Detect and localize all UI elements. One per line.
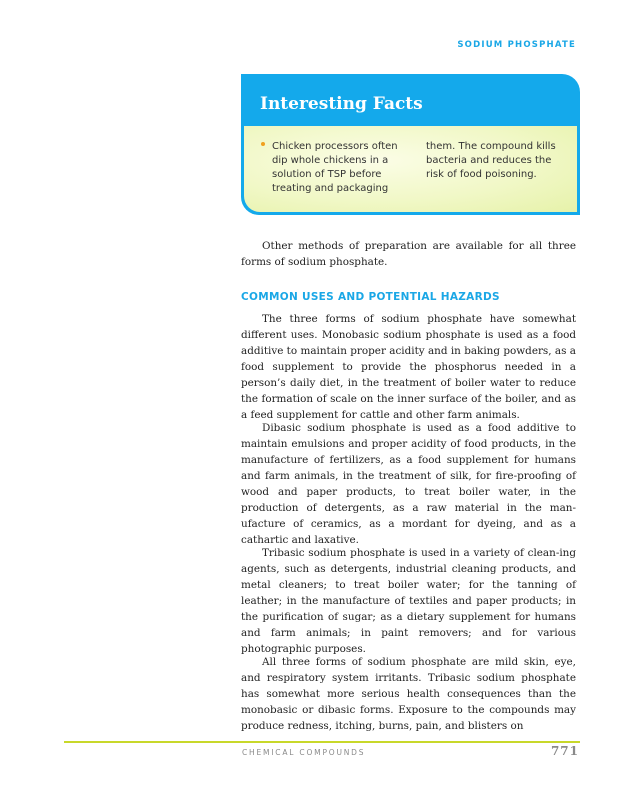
facts-text-right: them. The compound kills bacteria and reduces the risk of food poisoning.: [426, 141, 556, 180]
footer-rule: [64, 741, 580, 743]
running-head: SODIUM PHOSPHATE: [457, 40, 576, 50]
facts-body: [244, 126, 577, 212]
paragraph-dibasic: Dibasic sodium phosphate is used as a food additive to maintain emulsions and proper acidity of food products, in the manufacture of fertilizers, as a food supplement for humans and farm animals, in the treatment of silk, for fire-proofing of wood and paper products, to treat boiler water, in the production of detergents, as a raw material in the man-ufacture of ceramics, as a mordant for dyeing, and as a cathartic and laxative.: [241, 422, 576, 546]
facts-title: Interesting Facts: [260, 94, 423, 114]
paragraph-tribasic: Tribasic sodium phosphate is used in a variety of clean-ing agents, such as detergents, industrial cleaning products, and metal cleaners; to treat boiler water; for the tanning of leather; in the manufacture of textiles and paper products; in the purification of sugar; as a dietary supplement for humans and farm animals; in paint removers; and for various photographic purposes.: [241, 547, 576, 655]
page-number: 771: [550, 744, 579, 758]
section-heading: COMMON USES AND POTENTIAL HAZARDS: [241, 291, 500, 303]
interesting-facts-box: [241, 74, 580, 215]
facts-text-left: Chicken processors often dip whole chickens in a solution of TSP before treating and packaging: [272, 141, 398, 194]
paragraph-hazards: All three forms of sodium phosphate are mild skin, eye, and respiratory system irritants. Tribasic sodium phosphate has somewhat more serious health consequences than the monobasic or dibasic forms. Exposure to the compounds may produce redness, itching, burns, pain, and blisters on: [241, 656, 576, 732]
intro-paragraph: Other methods of preparation are available for all three forms of sodium phosphate.: [241, 240, 576, 268]
paragraph-monobasic: The three forms of sodium phosphate have somewhat different uses. Monobasic sodium phosphate is used as a food additive to maintain proper acidity and in baking powders, as a food supplement to provide the phosphorus needed in a person’s daily diet, in the treatment of boiler water to reduce the formation of scale on the inner surface of the boiler, and as a feed supplement for cattle and other farm animals.: [241, 313, 576, 421]
footer-book-title: CHEMICAL COMPOUNDS: [242, 748, 366, 757]
bullet-icon: [261, 142, 265, 146]
